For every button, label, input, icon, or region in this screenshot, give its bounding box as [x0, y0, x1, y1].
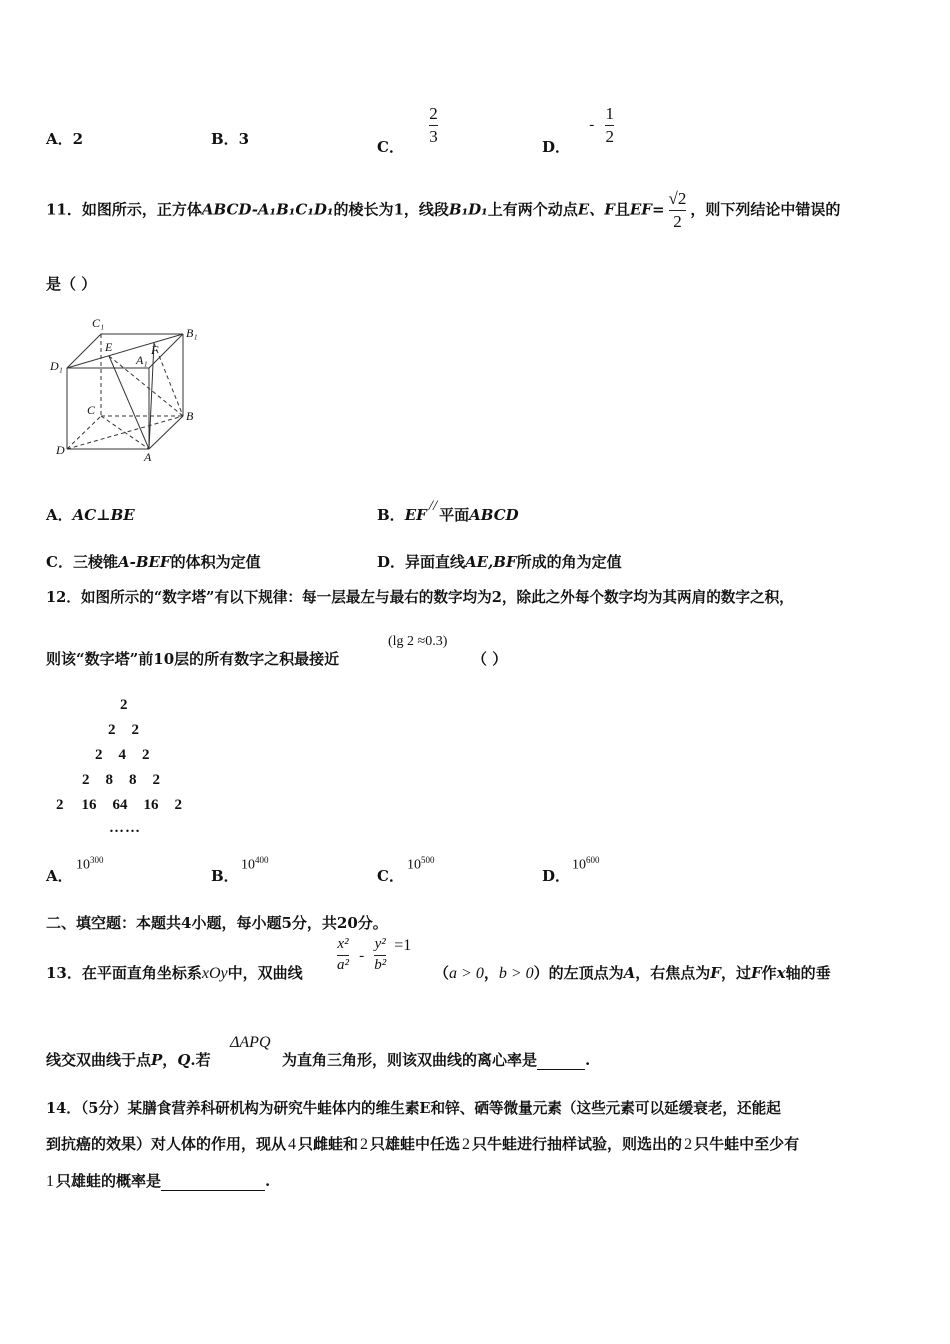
denominator: 2 — [605, 126, 614, 146]
tower-number: 2 — [120, 697, 128, 713]
minus-sign: - — [359, 947, 365, 964]
power-exponent: 400 — [255, 855, 269, 865]
numerator: 1 — [605, 104, 614, 123]
minus-sign: - — [589, 117, 595, 134]
q14-number: 2 — [462, 1136, 471, 1153]
q11-option-d — [377, 551, 622, 572]
q12-option-c — [377, 865, 404, 886]
q10-option-a: A．2 — [46, 130, 84, 148]
option-text: 平面 — [439, 506, 470, 524]
power-exponent: 300 — [90, 855, 104, 865]
option-label: B． — [211, 867, 239, 885]
tower-row-2 — [108, 722, 139, 739]
q13-stem-line2-start — [46, 1049, 211, 1070]
q11-option-c — [46, 551, 261, 572]
q10-option-d-fraction — [605, 105, 614, 146]
q12-option-b — [211, 865, 239, 886]
denominator: 3 — [429, 126, 438, 146]
q11-suffix: ，则下列结论中错误的 — [690, 200, 841, 219]
q13-condition-b: b > 0 — [498, 965, 534, 982]
label-e: E — [105, 340, 113, 354]
edge-ab — [149, 416, 183, 449]
power-exponent: 500 — [421, 855, 435, 865]
numerator: y² — [374, 936, 386, 952]
tower-row-3 — [95, 747, 150, 764]
q14-stem-line2 — [46, 1133, 799, 1154]
q11-text: 的棱长为1，线段 — [333, 200, 449, 219]
fraction-bar — [429, 125, 438, 126]
power-base: 10 — [241, 857, 255, 873]
power-base: 10 — [407, 857, 421, 873]
option-plane: ABCD — [469, 506, 519, 524]
q14-number: 1 — [46, 1173, 54, 1190]
q13-text: 中，双曲线 — [227, 964, 303, 982]
q12-stem-line2 — [46, 648, 339, 669]
option-text: D．异面直线 — [377, 553, 466, 571]
q14-number: 2 — [360, 1136, 369, 1153]
option-text: 所成的角为定值 — [516, 553, 622, 571]
q13-stem-line1-end — [434, 962, 831, 983]
q14-text: 只牛蛙进行抽样试验，则选出的 — [472, 1135, 683, 1153]
option-text: AC⊥BE — [72, 506, 135, 524]
option-label: A． — [46, 867, 73, 885]
q10-option-b: B．3 — [211, 130, 250, 148]
q13-text: 轴的垂 — [785, 964, 831, 982]
q12-option-d-value — [572, 855, 600, 874]
label-d: D — [56, 443, 65, 457]
q14-text: 只雄蛙中任选 — [370, 1135, 461, 1153]
q13-vertex: A — [623, 964, 636, 982]
q12-option-a-value — [76, 855, 104, 874]
q13-text: ，过 — [720, 964, 751, 982]
q10-option-c — [377, 104, 438, 157]
tower-number: 64 — [112, 797, 128, 813]
tower-number: 2 — [152, 772, 160, 788]
q13-text: 线交双曲线于点 — [46, 1051, 152, 1069]
q14-stem-line1: 14．（5分）某膳食营养科研机构为研究牛蛙体内的维生素E和锌、硒等微量元素（这些元素可以延缓衰老，还能起 — [46, 1100, 781, 1117]
q13-text: ，右焦点为 — [635, 964, 711, 982]
option-text: 的体积为定值 — [170, 553, 261, 571]
option-ef: EF — [404, 506, 427, 524]
q13-text: ）的左顶点为 — [533, 964, 624, 982]
q14-text: 到抗癌的效果）对人体的作用，现从 — [46, 1135, 287, 1153]
label-a: A — [144, 450, 152, 464]
q13-answer-blank[interactable] — [537, 1055, 585, 1070]
tower-number: 8 — [129, 772, 137, 788]
tower-number: 16 — [143, 797, 159, 813]
option-label: C． — [377, 867, 404, 885]
q12-option-a — [46, 865, 73, 886]
q14-text: 只牛蛙中至少有 — [694, 1135, 800, 1153]
q13-stem-line1-start — [46, 962, 303, 983]
q11-cube-name: ABCD-A₁B₁C₁D₁ — [201, 200, 334, 219]
q14-number: 2 — [684, 1136, 693, 1153]
q14-text: 只雌蛙和 — [298, 1135, 359, 1153]
q13-coord: xOy — [201, 965, 228, 982]
option-label: A． — [46, 506, 73, 524]
q12-option-d — [542, 865, 570, 886]
q13-triangle: ΔAPQ — [230, 1034, 271, 1051]
power-base: 10 — [76, 857, 90, 873]
q12-stem-line1: 12．如图所示的“数字塔”有以下规律：每一层最左与最右的数字均为2，除此之外每个数字均为其两肩的数字之积， — [46, 589, 794, 606]
option-label: B． — [377, 506, 405, 524]
q11-stem-line2: 是（ ） — [46, 275, 97, 293]
q11-points: E、F — [577, 200, 615, 219]
tower-row-4 — [82, 772, 160, 789]
numerator: √2 — [668, 189, 687, 208]
q11-option-a — [46, 504, 135, 525]
tower-number: 2 — [95, 747, 103, 763]
q11-text: 且 — [614, 200, 630, 219]
fraction-bar — [605, 125, 614, 126]
cube-figure — [46, 312, 211, 467]
q13-text: 为直角三角形，则该双曲线的离心率是 — [282, 1051, 538, 1069]
label-c1: C₁ — [92, 316, 105, 330]
x-fraction — [337, 937, 349, 974]
q13-text: . — [585, 1051, 591, 1069]
q11-segment: B₁D₁ — [448, 200, 488, 219]
q13-axis: x — [776, 964, 786, 982]
q14-text: . — [265, 1172, 271, 1190]
tower-number: 8 — [105, 772, 113, 788]
tower-ellipsis: …… — [109, 820, 141, 836]
y-fraction — [374, 937, 386, 974]
tower-row-1 — [120, 697, 128, 714]
q11-ef: EF= — [629, 200, 665, 219]
q14-answer-blank[interactable] — [161, 1176, 265, 1191]
option-text: C．三棱锥 — [46, 553, 118, 571]
equals-one: =1 — [394, 936, 412, 954]
power-exponent: 600 — [586, 855, 600, 865]
denominator: b² — [374, 956, 387, 973]
fraction-bar — [374, 955, 386, 956]
q13-focus: F — [710, 964, 721, 982]
power-base: 10 — [572, 857, 586, 873]
q13-focus: F — [750, 964, 762, 982]
label-b: B — [186, 409, 194, 423]
label-d1: D₁ — [50, 359, 63, 373]
label-b1: B₁ — [186, 326, 198, 340]
q11-stem-line1 — [46, 190, 840, 231]
q12-paren: （ ） — [472, 650, 508, 668]
q12-option-c-value — [407, 855, 435, 874]
q13-point: Q — [177, 1051, 191, 1069]
q11-prefix: 11．如图所示，正方体 — [46, 200, 202, 219]
option-italic: AE,BF — [465, 553, 517, 571]
q13-text: ， — [483, 964, 499, 982]
denominator: a² — [337, 956, 349, 973]
tower-number: 2 — [108, 722, 116, 738]
q13-text: .若 — [190, 1051, 211, 1069]
tower-row-5 — [56, 797, 182, 814]
q12-option-b-value — [241, 855, 269, 874]
tower-number: 2 — [142, 747, 150, 763]
q14-text: 只雄蛙的概率是 — [56, 1172, 162, 1190]
option-italic: A-BEF — [117, 553, 171, 571]
q10-option-c-fraction — [429, 105, 438, 146]
segment-fa — [149, 343, 154, 449]
q11-text: 上有两个动点 — [487, 200, 578, 219]
label-c: C — [87, 403, 96, 417]
q12-hint: (lg 2 ≈0.3) — [388, 634, 448, 649]
tower-number: 2 — [56, 797, 64, 813]
parallel-symbol: // — [428, 498, 438, 514]
q13-hyperbola-equation — [337, 937, 411, 974]
tower-number: 16 — [81, 797, 97, 813]
q10-option-d-label: D． — [542, 138, 571, 157]
segment-fb — [154, 343, 183, 416]
q11-fraction — [669, 190, 687, 231]
denominator: 2 — [673, 211, 682, 231]
label-f: F — [151, 343, 159, 357]
numerator: x² — [337, 936, 349, 952]
tower-number: 2 — [131, 722, 139, 738]
tower-number: 2 — [82, 772, 90, 788]
q13-point: P — [151, 1051, 163, 1069]
q13-text: ， — [162, 1051, 178, 1069]
numerator: 2 — [429, 104, 438, 123]
fraction-bar — [669, 210, 687, 211]
tower-number: 4 — [118, 747, 126, 763]
q12-text: 则该“数字塔”前10层的所有数字之积最接近 — [46, 650, 340, 668]
tower-number: 2 — [174, 797, 182, 813]
q14-stem-line3 — [46, 1170, 270, 1191]
section-title: 二、填空题：本题共4小题，每小题5分，共20分。 — [46, 914, 388, 932]
fraction-bar — [337, 955, 349, 956]
q10-option-d — [542, 104, 614, 157]
q10-option-c-label: C． — [377, 138, 404, 157]
q11-option-b — [377, 498, 519, 525]
q13-text: （ — [434, 964, 450, 982]
q13-text: 13．在平面直角坐标系 — [46, 964, 202, 982]
q14-number: 4 — [288, 1136, 297, 1153]
q13-text: 作 — [761, 964, 777, 982]
q13-stem-line2-end — [282, 1049, 590, 1070]
option-label: D． — [542, 867, 571, 885]
q13-condition-a: a > 0 — [449, 965, 484, 982]
label-a1: A₁ — [136, 353, 148, 367]
